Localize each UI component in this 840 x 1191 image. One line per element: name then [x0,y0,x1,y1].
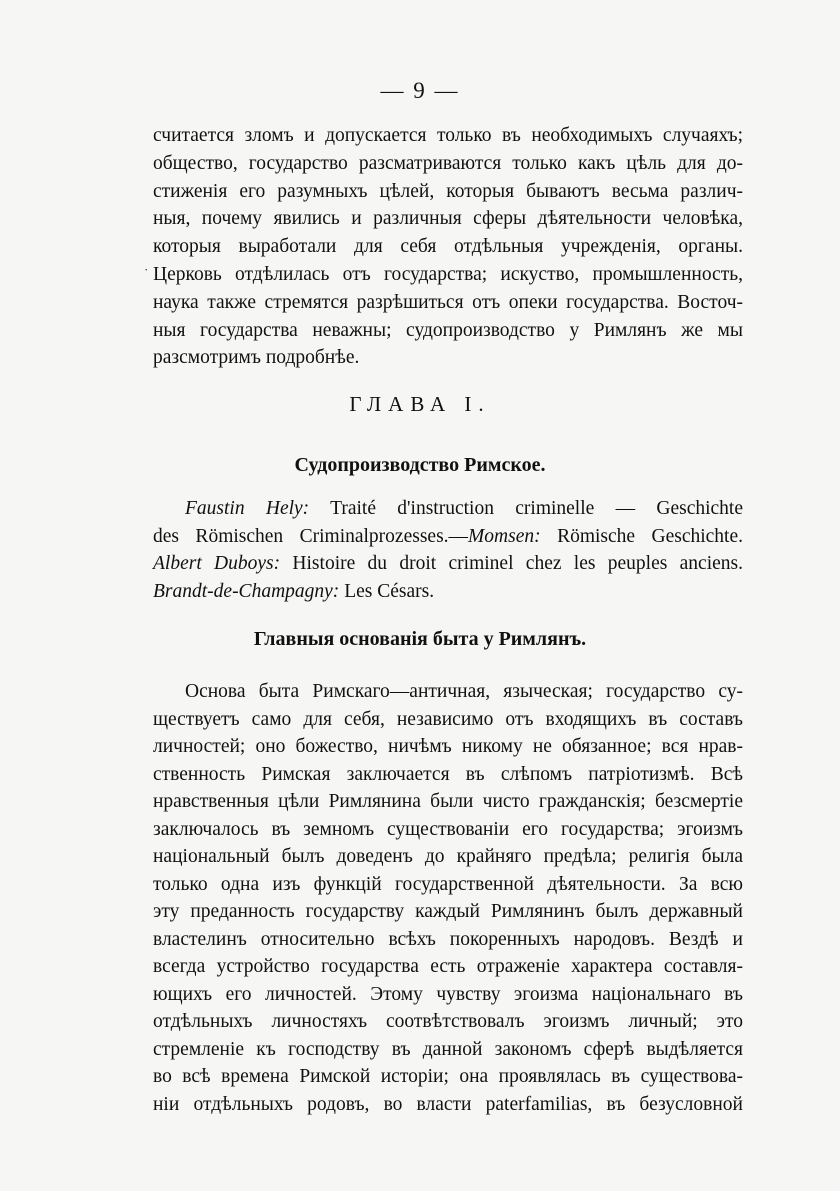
text-line: только одна изъ функцій государственной дѣятельности. За всю [153,873,743,895]
reference-text: Les Césars. [339,580,435,602]
text-line: общество, государство разсматриваются только какъ цѣль для до- [153,152,743,174]
text-line: разсмотримъ подробнѣе. [153,347,360,369]
text-line: считается зломъ и допускается только въ необходимыхъ случаяхъ; [153,125,743,146]
text-line: ществуетъ само для себя, независимо отъ входящихъ въ составъ [153,708,743,730]
text-line: наука также стремятся разрѣшиться отъ опеки государства. Восточ- [153,291,743,313]
text-line: во всѣ времена Римской исторіи; она проявлялась въ существова- [153,1066,743,1087]
reference-line [153,550,743,578]
text-line: ственность Римская заключается въ слѣпомъ патріотизмѣ. Всѣ [153,763,743,785]
reference-text: Römische Geschichte. [540,525,743,547]
reference-text: Traité d'instruction criminelle — Geschichte [309,498,744,519]
text-line: стремленіе къ господству въ данной закономъ сферѣ выдѣляется [153,1038,743,1060]
reference-author: Faustin Hely: [185,498,310,519]
reference-author: Momsen: [468,525,541,547]
reference-line [153,578,743,606]
subsection-title: Главныя основанія быта у Римлянъ. [253,628,587,650]
text-line: національный былъ доведенъ до крайняго предѣла; религія была [153,846,743,867]
text-line: ныя, почему явились и различныя сферы дѣятельности человѣка, [153,208,743,230]
chapter-title: ГЛАВА I. [349,392,491,416]
reference-line [153,523,743,551]
margin-mark: · [144,262,149,277]
section-title: Судопроизводство Римское. [294,454,546,476]
text-line: Основа быта Римскаго—античная, языческая; государство су- [185,681,743,702]
text-line: ныя государства неважны; судопроизводство у Римлянъ же мы [153,319,743,341]
reference-text: des Römischen Criminalprozesses.— [153,525,469,547]
text-line: властелинъ относительно всѣхъ покоренныхъ народовъ. Вездѣ и [153,928,743,950]
reference-text: Histoire du droit criminel chez les peuples anciens. [280,553,743,574]
text-line: эту преданность государству каждый Римлянинъ былъ державный [153,901,743,922]
text-line: личностей; оно божество, ничѣмъ никому не обязанное; вся нрав- [153,736,743,757]
reference-author: Albert Duboys: [153,553,281,574]
reference-author: Brandt-de-Champagny: [153,580,340,602]
text-line: которыя выработали для себя отдѣльныя учрежденія, органы. [153,236,743,258]
intro-paragraph [153,122,743,372]
text-line: ющихъ его личностей. Этому чувству эгоизма національнаго въ [153,983,743,1005]
text-line: стиженія его разумныхъ цѣлей, которыя бываютъ весьма различ- [153,180,743,202]
text-line: ніи отдѣльныхъ родовъ, во власти paterfamilias, въ безусловной [153,1093,743,1115]
body-paragraph [153,678,743,1118]
text-line: отдѣльныхъ личностяхъ соотвѣтствовалъ эгоизмъ личный; это [153,1011,743,1032]
reference-line [153,495,743,523]
page-number: — 9 — [380,78,460,103]
text-line: Церковь отдѣлилась отъ государства; искуство, промышленность, [153,263,743,285]
text-line: заключалось въ земномъ существованіи его государства; эгоизмъ [153,818,743,840]
text-line: всегда устройство государства есть отраженіе характера составля- [153,956,743,977]
text-line: нравственныя цѣли Римлянина были чисто гражданскія; безсмертіе [153,791,743,812]
references [153,495,743,605]
